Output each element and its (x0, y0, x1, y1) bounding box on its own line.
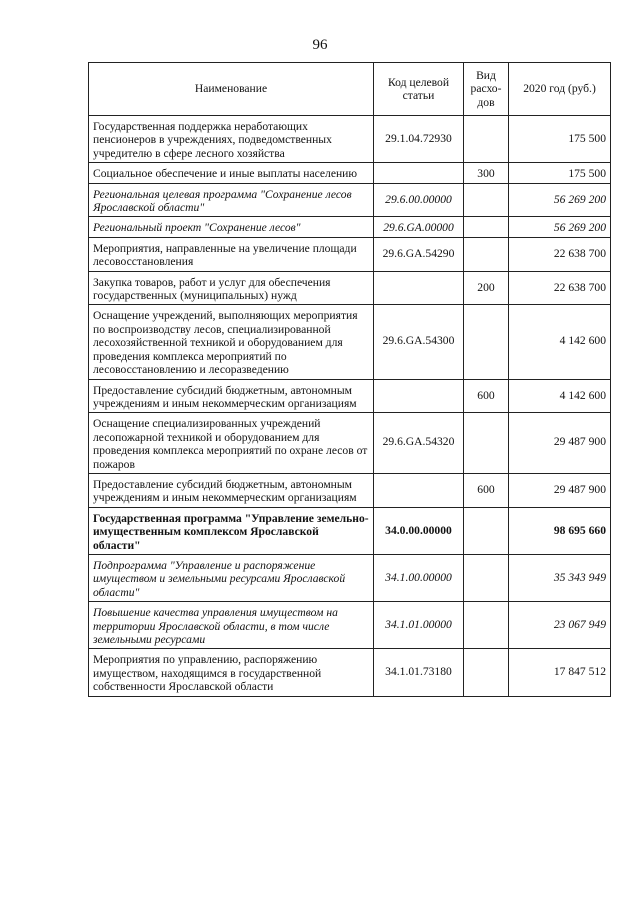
row-expense-type-cell: 600 (464, 473, 509, 507)
header-expense-type: Вид расхо-дов (464, 63, 509, 116)
row-code-cell: 34.0.00.00000 (374, 507, 464, 554)
row-sum-cell: 22 638 700 (509, 237, 611, 271)
row-sum-cell: 23 067 949 (509, 602, 611, 649)
row-code-cell: 29.6.GA.00000 (374, 217, 464, 237)
row-expense-type-cell (464, 413, 509, 474)
row-code-cell: 34.1.01.73180 (374, 649, 464, 696)
row-code-cell: 29.6.GA.54300 (374, 305, 464, 379)
row-sum-cell: 4 142 600 (509, 379, 611, 413)
row-sum-cell: 98 695 660 (509, 507, 611, 554)
row-sum-cell: 17 847 512 (509, 649, 611, 696)
table-row (89, 116, 611, 163)
table-row (89, 237, 611, 271)
row-expense-type-cell: 200 (464, 271, 509, 305)
row-code-cell (374, 271, 464, 305)
row-expense-type-cell (464, 602, 509, 649)
table-row (89, 473, 611, 507)
row-sum-cell: 29 487 900 (509, 473, 611, 507)
table-header-row (89, 63, 611, 116)
row-code-cell: 29.1.04.72930 (374, 116, 464, 163)
row-name-cell: Социальное обеспечение и иные выплаты населению (89, 163, 374, 183)
row-expense-type-cell: 600 (464, 379, 509, 413)
row-name-cell: Оснащение учреждений, выполняющих мероприятия по воспроизводству лесов, специализированной лесохозяйственной техникой и оборудованием для проведения комплекса мероприятий по лесовосстановлению и лесоразведению (89, 305, 374, 379)
row-sum-cell: 35 343 949 (509, 554, 611, 601)
row-expense-type-cell (464, 116, 509, 163)
row-sum-cell: 29 487 900 (509, 413, 611, 474)
row-sum-cell: 56 269 200 (509, 217, 611, 237)
row-expense-type-cell (464, 217, 509, 237)
row-name-cell: Государственная поддержка неработающих пенсионеров в учреждениях, подведомственных учредителю в сфере лесного хозяйства (89, 116, 374, 163)
table-row (89, 183, 611, 217)
header-sum-2020: 2020 год (руб.) (509, 63, 611, 116)
row-expense-type-cell: 300 (464, 163, 509, 183)
row-expense-type-cell (464, 554, 509, 601)
header-code: Код целевой статьи (374, 63, 464, 116)
table-row (89, 554, 611, 601)
table-row (89, 602, 611, 649)
table-row (89, 379, 611, 413)
row-expense-type-cell (464, 649, 509, 696)
row-name-cell: Мероприятия по управлению, распоряжению имуществом, находящимся в государственной собственности Ярославской области (89, 649, 374, 696)
row-code-cell: 29.6.00.00000 (374, 183, 464, 217)
row-name-cell: Подпрограмма "Управление и распоряжение имуществом и земельными ресурсами Ярославской области" (89, 554, 374, 601)
row-expense-type-cell (464, 237, 509, 271)
table-row (89, 305, 611, 379)
row-sum-cell: 4 142 600 (509, 305, 611, 379)
row-code-cell: 34.1.00.00000 (374, 554, 464, 601)
row-code-cell: 29.6.GA.54290 (374, 237, 464, 271)
row-sum-cell: 56 269 200 (509, 183, 611, 217)
row-expense-type-cell (464, 507, 509, 554)
row-code-cell (374, 473, 464, 507)
row-name-cell: Предоставление субсидий бюджетным, автономным учреждениям и иным некоммерческим организациям (89, 473, 374, 507)
row-name-cell: Повышение качества управления имуществом на территории Ярославской области, в том числе земельными ресурсами (89, 602, 374, 649)
row-name-cell: Региональный проект "Сохранение лесов" (89, 217, 374, 237)
table-row (89, 217, 611, 237)
table-row (89, 163, 611, 183)
row-name-cell: Закупка товаров, работ и услуг для обеспечения государственных (муниципальных) нужд (89, 271, 374, 305)
budget-table (88, 62, 611, 697)
table-row (89, 271, 611, 305)
table-row (89, 507, 611, 554)
row-expense-type-cell (464, 305, 509, 379)
header-name: Наименование (89, 63, 374, 116)
page-number: 96 (312, 37, 328, 53)
row-name-cell: Оснащение специализированных учреждений лесопожарной техникой и оборудованием для проведения комплекса мероприятий по охране лесов от пожаров (89, 413, 374, 474)
row-sum-cell: 175 500 (509, 116, 611, 163)
row-name-cell: Предоставление субсидий бюджетным, автономным учреждениям и иным некоммерческим организациям (89, 379, 374, 413)
row-code-cell: 29.6.GA.54320 (374, 413, 464, 474)
table-row (89, 649, 611, 696)
row-sum-cell: 175 500 (509, 163, 611, 183)
row-sum-cell: 22 638 700 (509, 271, 611, 305)
row-name-cell: Региональная целевая программа "Сохранение лесов Ярославской области" (89, 183, 374, 217)
row-code-cell: 34.1.01.00000 (374, 602, 464, 649)
table-row (89, 413, 611, 474)
row-name-cell: Мероприятия, направленные на увеличение площади лесовосстановления (89, 237, 374, 271)
row-name-cell: Государственная программа "Управление земельно-имущественным комплексом Ярославской области" (89, 507, 374, 554)
row-code-cell (374, 379, 464, 413)
row-expense-type-cell (464, 183, 509, 217)
row-code-cell (374, 163, 464, 183)
